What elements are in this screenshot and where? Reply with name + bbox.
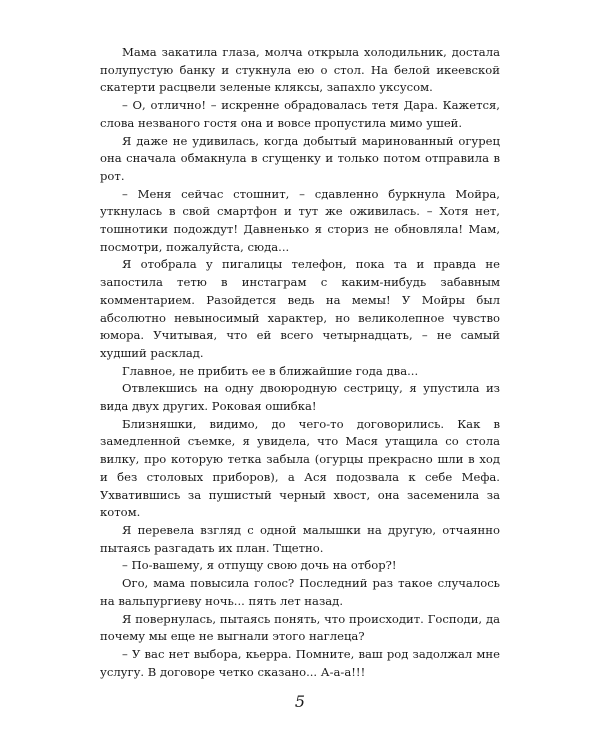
- paragraph: – У вас нет выбора, кьерра. Помните, ваш род задолжал мне услугу. В договоре четко сказано... А-а-а!!!: [100, 646, 500, 679]
- paragraph: Я даже не удивилась, когда добытый маринованный огурец она сначала обмакнула в сгущенку и только потом отправила в рот.: [100, 133, 500, 183]
- paragraph: Ого, мама повысила голос? Последний раз такое случалось на вальпургиеву ночь... пять лет назад.: [100, 576, 500, 608]
- paragraph: Я повернулась, пытаясь понять, что происходит. Господи, да почему мы еще не выгнали этого наглеца?: [100, 611, 500, 644]
- paragraph: – О, отлично! – искренне обрадовалась тетя Дара. Кажется, слова незваного гостя она и вовсе пропустила мимо ушей.: [100, 98, 500, 130]
- book-page-text: [100, 44, 500, 681]
- page-number: 5: [294, 692, 306, 711]
- paragraph: Я перевела взгляд с одной малышки на другую, отчаянно пытаясь разгадать их план. Тщетно.: [100, 522, 500, 555]
- paragraph: Я отобрала у пигалицы телефон, пока та и правда не запостила тетю в инстаграм с каким-нибудь забавным комментарием. Разойдется ведь на мемы! У Мойры был абсолютно невыносимый характер, но великолепное чувство юмора. Учитывая, что ей всего четырнадцать, – не самый худший расклад.: [100, 257, 500, 360]
- paragraph: Близняшки, видимо, до чего-то договорились. Как в замедленной съемке, я увидела, что Мася утащила со стола вилку, про которую тетка забыла (огурцы прекрасно шли в ход и без столовых приборов), а Ася подозвала к себе Мефа. Ухватившись за пушистый черный хвост, она засеменила за котом.: [100, 416, 500, 520]
- paragraph: – По-вашему, я отпущу свою дочь на отбор?!: [122, 558, 397, 573]
- paragraph: Главное, не прибить ее в ближайшие года два...: [122, 363, 419, 378]
- paragraph: Отвлекшись на одну двоюродную сестрицу, я упустила из вида двух других. Роковая ошибка!: [100, 381, 500, 414]
- paragraph: Мама закатила глаза, молча открыла холодильник, достала полупустую банку и стукнула ею о стол. На белой икеевской скатерти расцвели зеленые кляксы, запахло уксусом.: [100, 45, 500, 95]
- paragraph: – Меня сейчас стошнит, – сдавленно буркнула Мойра, уткнулась в свой смартфон и тут же оживилась. – Хотя нет, тошнотики подождут! Давненько я сториз не обновляла! Мам, посмотри, пожалуйста, сюда...: [100, 186, 500, 254]
